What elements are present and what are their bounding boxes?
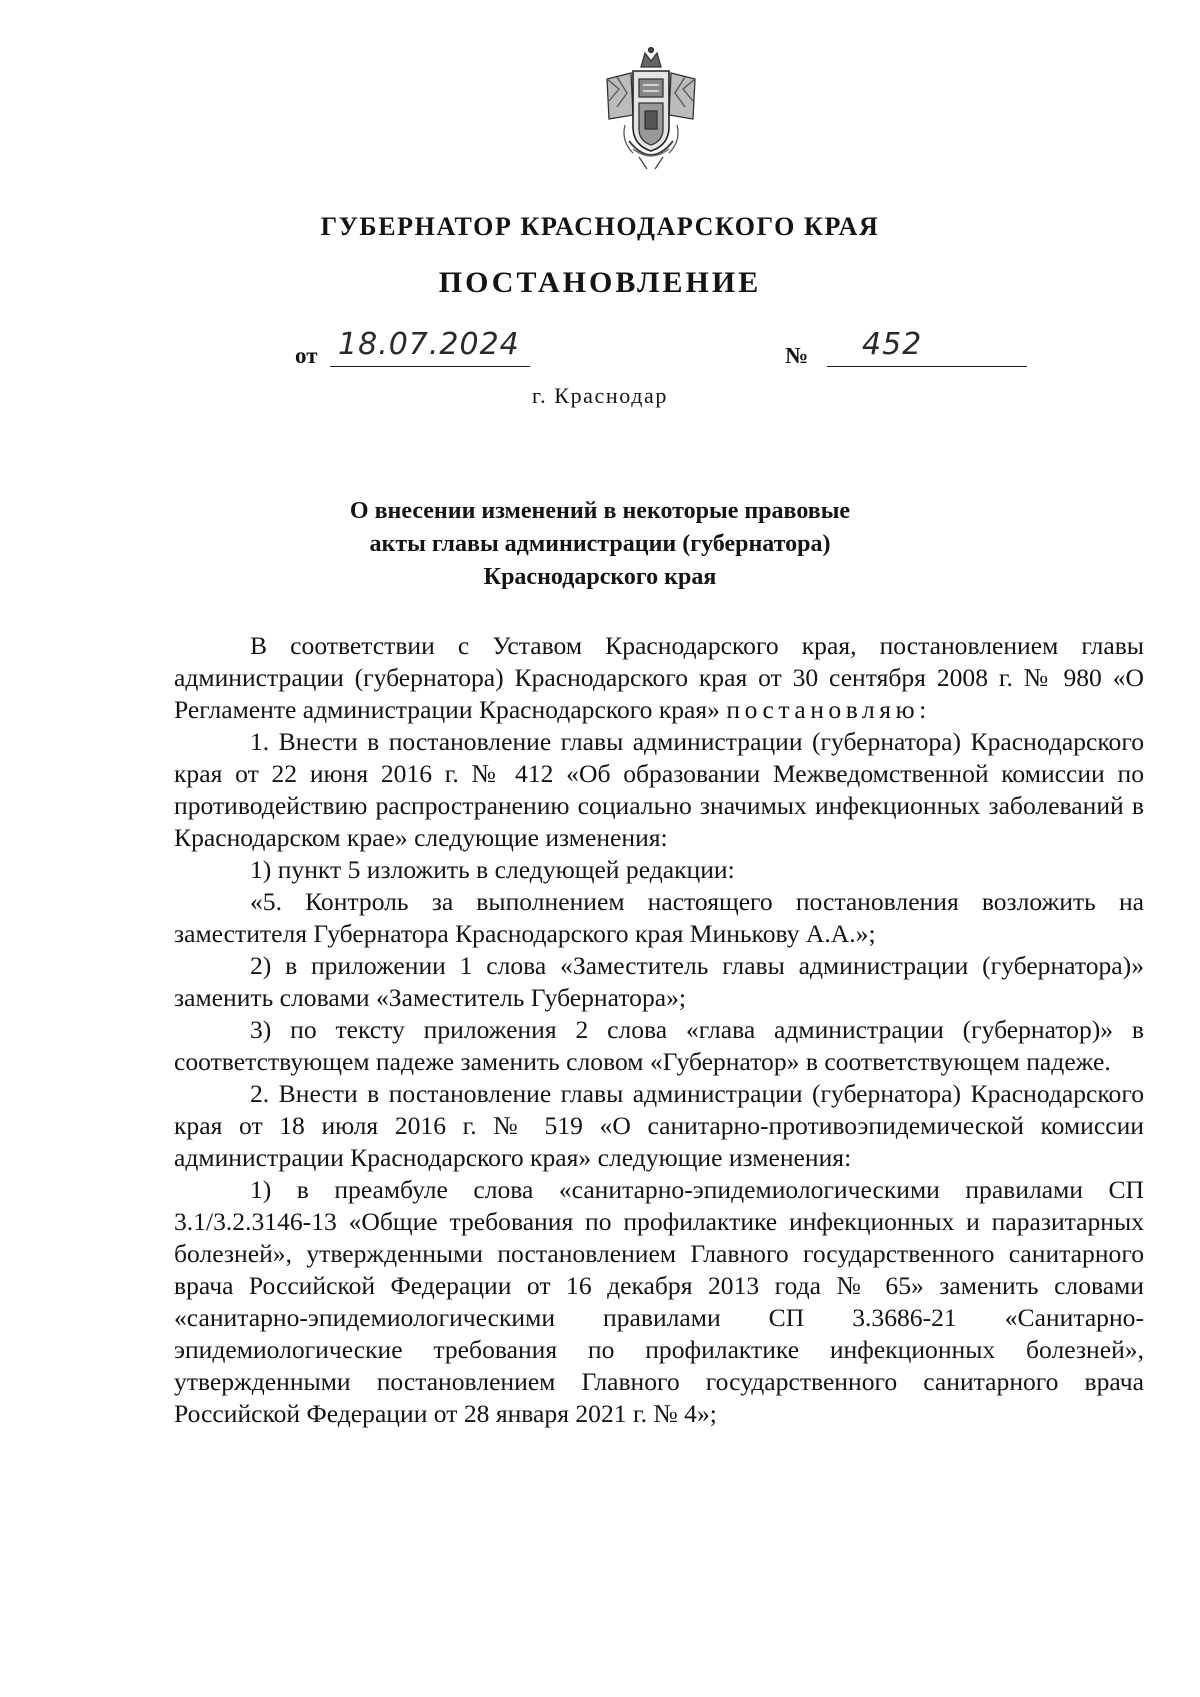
- paragraph-1-item-3: 3) по тексту приложения 2 слова «глава администрации (губернатор)» в соответствующем падеже заменить словом «Губернатор» в соответствующем падеже.: [174, 1015, 1144, 1076]
- city-label: г. Краснодар: [531, 383, 669, 408]
- paragraph-1: 1. Внести в постановление главы администрации (губернатора) Краснодарского края от 22 июня 2016 г. № 412 «Об образовании Межведомственной комиссии по противодействию распространению социально значимых инфекционных заболеваний в Краснодарском крае» следующие изменения:: [174, 727, 1144, 852]
- date-label: от: [295, 343, 318, 368]
- paragraph-1-item-1: 1) пункт 5 изложить в следующей редакции:: [250, 855, 735, 884]
- paragraph-2-item-1: 1) в преамбуле слова «санитарно-эпидемиологическими правилами СП 3.1/3.2.3146-13 «Общие требования по профилактике инфекционных и паразитарных болезней», утвержденными постановлением Главного государственного санитарного врача Российской Федерации от 16 декабря 2013 года № 65» заменить словами «санитарно-эпидемиологическими правилами СП 3.3686-21 «Санитарно-эпидемиологические требования по профилактике инфекционных болезней», утвержденными постановлением Главного государственного санитарного врача Российской Федерации от 28 января 2021 г. № 4»;: [174, 1175, 1144, 1428]
- number-underline: [827, 366, 1027, 367]
- date-underline: [330, 366, 530, 367]
- paragraph-1-item-2: 2) в приложении 1 слова «Заместитель главы администрации (губернатора)» заменить словами «Заместитель Губернатора»;: [174, 951, 1144, 1012]
- paragraph-1-item-1-text: «5. Контроль за выполнением настоящего постановления возложить на заместителя Губернатора Краснодарского края Минькову А.А.»;: [174, 887, 1144, 948]
- subject-line: акты главы администрации (губернатора): [369, 531, 831, 557]
- coat-of-arms-emblem: [599, 45, 703, 177]
- number-value: 452: [862, 327, 923, 362]
- organization-title: ГУБЕРНАТОР КРАСНОДАРСКОГО КРАЯ: [320, 212, 880, 241]
- document-body: [174, 630, 1144, 1430]
- document-type-title: ПОСТАНОВЛЕНИЕ: [438, 266, 762, 299]
- document-subject: [0, 495, 1200, 594]
- date-value: 18.07.2024: [338, 327, 520, 362]
- resolution-word: постановляю:: [726, 695, 931, 724]
- paragraph-2: 2. Внести в постановление главы администрации (губернатора) Краснодарского края от 18 июля 2016 г. № 519 «О санитарно-противоэпидемической комиссии администрации Краснодарского края» следующие изменения:: [174, 1079, 1144, 1172]
- number-label: №: [785, 343, 809, 368]
- intro-text: В соответствии с Уставом Краснодарского края, постановлением главы администрации (губернатора) Краснодарского края от 30 сентября 2008 г. № 980 «О Регламенте администрации Краснодарского края»: [174, 631, 1144, 724]
- intro-paragraph: [174, 630, 1144, 726]
- subject-line: Краснодарского края: [483, 564, 717, 590]
- subject-line: О внесении изменений в некоторые правовые: [349, 498, 851, 524]
